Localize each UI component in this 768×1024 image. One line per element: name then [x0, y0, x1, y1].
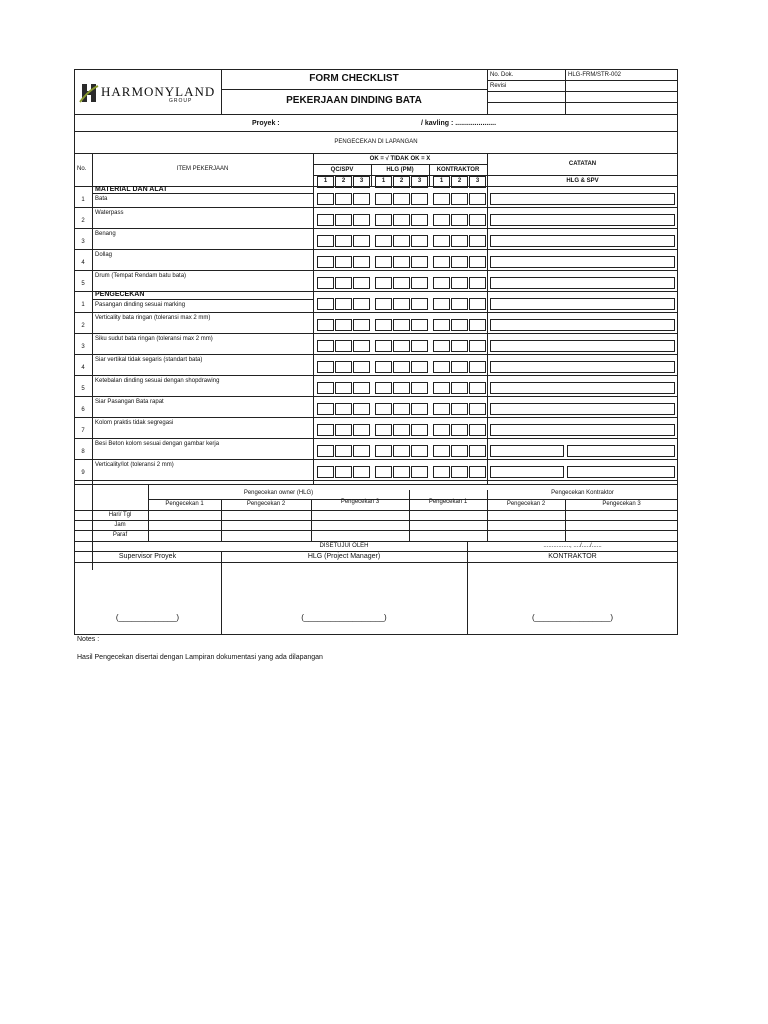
row-label: Siku sudut bata ringan (toleransi max 2 mm) — [95, 336, 213, 342]
note-field[interactable] — [490, 319, 675, 331]
check-box[interactable] — [353, 466, 370, 478]
row-divider — [74, 270, 678, 271]
check-box[interactable] — [433, 319, 450, 331]
row-number: 6 — [81, 407, 85, 413]
check-box[interactable] — [393, 424, 410, 436]
group-qc-spv: QC/SPV — [330, 167, 354, 173]
check-box[interactable] — [353, 277, 370, 289]
form-title: FORM CHECKLIST — [309, 73, 399, 84]
pengecekan-lapangan-title: PENGECEKAN DI LAPANGAN — [334, 139, 418, 145]
check-box[interactable] — [335, 256, 352, 268]
row-divider — [74, 375, 678, 376]
row-divider — [74, 312, 678, 313]
check-box[interactable] — [335, 466, 352, 478]
check-box[interactable] — [393, 256, 410, 268]
check-box[interactable] — [335, 382, 352, 394]
owner-check-title: Pengecekan owner (HLG) — [243, 490, 314, 496]
check-box[interactable] — [353, 319, 370, 331]
check-box[interactable] — [451, 256, 468, 268]
check-box[interactable] — [353, 256, 370, 268]
check-box[interactable] — [411, 256, 428, 268]
row-number: 9 — [81, 470, 85, 476]
row-number: 5 — [81, 386, 85, 392]
check-box[interactable] — [411, 298, 428, 310]
check-box[interactable] — [451, 235, 468, 247]
harmonyland-logo-icon — [79, 82, 99, 104]
section-material: MATERIAL DAN ALAT — [95, 186, 168, 193]
row-label: Ketebalan dinding sesuai dengan shopdrawing — [95, 378, 220, 384]
check-box[interactable] — [451, 361, 468, 373]
check-box[interactable] — [353, 340, 370, 352]
check-num: 1 — [323, 178, 328, 184]
check-num: 1 — [381, 178, 386, 184]
check-box[interactable] — [375, 361, 392, 373]
check-box[interactable] — [411, 403, 428, 415]
row-number: 3 — [81, 239, 85, 245]
check-box[interactable] — [393, 382, 410, 394]
company-sub: GROUP — [169, 98, 193, 104]
row-label: Siar Pasangan Bata rapat — [95, 399, 164, 405]
check-box[interactable] — [375, 298, 392, 310]
note-field-spv[interactable] — [567, 466, 675, 478]
col-catatan: CATATAN — [568, 161, 597, 167]
row-label: Bata — [95, 196, 108, 202]
note-field[interactable] — [490, 256, 675, 268]
group-hlg-pm: HLG (PM) — [386, 167, 414, 173]
check-box[interactable] — [375, 193, 392, 205]
check-box[interactable] — [317, 403, 334, 415]
check-box[interactable] — [335, 277, 352, 289]
row-number: 7 — [81, 428, 85, 434]
check-box[interactable] — [469, 403, 486, 415]
check-box[interactable] — [375, 445, 392, 457]
check-box[interactable] — [335, 214, 352, 226]
check-box[interactable] — [317, 319, 334, 331]
check-box[interactable] — [393, 235, 410, 247]
check-box[interactable] — [469, 214, 486, 226]
check-box[interactable] — [411, 319, 428, 331]
check-box[interactable] — [375, 277, 392, 289]
check-box[interactable] — [469, 466, 486, 478]
row-hari-tgl: Hari/ Tgl — [108, 512, 132, 518]
check-box[interactable] — [451, 214, 468, 226]
row-label: Benang — [95, 231, 116, 237]
row-number: 8 — [81, 449, 85, 455]
note-field[interactable] — [490, 214, 675, 226]
col-no: No. — [77, 166, 87, 172]
check-box[interactable] — [433, 277, 450, 289]
row-divider — [74, 291, 678, 292]
check-box[interactable] — [469, 277, 486, 289]
row-label: Pasangan dinding sesuai marking — [95, 302, 186, 308]
row-divider — [74, 228, 678, 229]
check-box[interactable] — [451, 340, 468, 352]
doc-no-value: HLG-FRM/STR-002 — [568, 72, 622, 78]
check-box[interactable] — [335, 235, 352, 247]
check-box[interactable] — [335, 361, 352, 373]
proyek-label: Proyek : — [252, 120, 280, 127]
check-box[interactable] — [317, 361, 334, 373]
note-field[interactable] — [490, 424, 675, 436]
check-box[interactable] — [433, 298, 450, 310]
check-box[interactable] — [353, 382, 370, 394]
check-box[interactable] — [451, 424, 468, 436]
check-box[interactable] — [393, 361, 410, 373]
check-box[interactable] — [375, 424, 392, 436]
row-divider — [74, 396, 678, 397]
check-box[interactable] — [411, 382, 428, 394]
check-box[interactable] — [317, 424, 334, 436]
check-box[interactable] — [375, 382, 392, 394]
check-box[interactable] — [335, 193, 352, 205]
check-box[interactable] — [433, 340, 450, 352]
check-box[interactable] — [469, 340, 486, 352]
check-box[interactable] — [393, 298, 410, 310]
check-box[interactable] — [335, 403, 352, 415]
check-box[interactable] — [393, 214, 410, 226]
check-box[interactable] — [433, 445, 450, 457]
row-number: 4 — [81, 260, 85, 266]
row-divider — [74, 417, 678, 418]
check-box[interactable] — [433, 382, 450, 394]
check-box[interactable] — [433, 424, 450, 436]
notes-text: Hasil Pengecekan disertai dengan Lampiran dokumentasi yang ada dilapangan — [77, 654, 323, 661]
check-box[interactable] — [317, 235, 334, 247]
check-box[interactable] — [317, 256, 334, 268]
sign-col-1: Pengecekan 1 — [165, 501, 204, 507]
check-box[interactable] — [433, 214, 450, 226]
check-box[interactable] — [393, 193, 410, 205]
check-box[interactable] — [411, 193, 428, 205]
note-field[interactable] — [490, 361, 675, 373]
kontraktor-label: KONTRAKTOR — [548, 553, 597, 560]
note-field-spv[interactable] — [567, 445, 675, 457]
check-box[interactable] — [469, 424, 486, 436]
check-num: 3 — [475, 178, 480, 184]
group-kontraktor: KONTRAKTOR — [436, 167, 480, 173]
signature-kontraktor[interactable]: (_________________) — [532, 613, 613, 622]
note-field[interactable] — [490, 277, 675, 289]
pm-label: HLG (Project Manager) — [307, 553, 381, 560]
doc-no-label: No. Dok. — [490, 72, 514, 78]
note-field[interactable] — [490, 340, 675, 352]
check-box[interactable] — [375, 256, 392, 268]
check-num: 3 — [417, 178, 422, 184]
check-box[interactable] — [317, 193, 334, 205]
check-box[interactable] — [411, 214, 428, 226]
row-divider — [74, 480, 678, 481]
check-box[interactable] — [433, 403, 450, 415]
check-box[interactable] — [317, 214, 334, 226]
check-num: 2 — [399, 178, 404, 184]
row-number: 2 — [81, 323, 85, 329]
check-box[interactable] — [353, 298, 370, 310]
note-field-hlg[interactable] — [490, 466, 564, 478]
row-divider — [92, 299, 313, 300]
check-num: 2 — [341, 178, 346, 184]
check-box[interactable] — [335, 424, 352, 436]
check-num: 3 — [359, 178, 364, 184]
row-divider — [74, 438, 678, 439]
check-box[interactable] — [335, 340, 352, 352]
row-label: Verticality bata ringan (toleransi max 2 mm) — [95, 315, 211, 321]
row-label: Verticality/lot (toleransi 2 mm) — [95, 462, 174, 468]
check-box[interactable] — [469, 256, 486, 268]
note-field[interactable] — [490, 193, 675, 205]
sign-col-6: Pengecekan 3 — [602, 501, 641, 507]
check-box[interactable] — [353, 214, 370, 226]
check-box[interactable] — [411, 466, 428, 478]
check-box[interactable] — [469, 361, 486, 373]
check-box[interactable] — [317, 382, 334, 394]
form-subtitle: PEKERJAAN DINDING BATA — [286, 95, 422, 106]
check-box[interactable] — [469, 382, 486, 394]
check-box[interactable] — [335, 445, 352, 457]
note-field[interactable] — [490, 382, 675, 394]
row-number: 1 — [81, 197, 85, 203]
check-num: 2 — [457, 178, 462, 184]
checklist-form — [74, 69, 678, 635]
check-box[interactable] — [353, 424, 370, 436]
check-box[interactable] — [317, 445, 334, 457]
check-box[interactable] — [393, 340, 410, 352]
check-box[interactable] — [375, 214, 392, 226]
check-box[interactable] — [411, 235, 428, 247]
section-pengecekan: PENGECEKAN — [95, 291, 145, 298]
check-box[interactable] — [375, 403, 392, 415]
check-box[interactable] — [469, 445, 486, 457]
row-label: Kolom praktis tidak segregasi — [95, 420, 174, 426]
check-num: 1 — [439, 178, 444, 184]
check-box[interactable] — [393, 466, 410, 478]
note-field-hlg[interactable] — [490, 445, 564, 457]
signature-pm[interactable]: (__________________) — [301, 613, 387, 622]
signature-supervisor[interactable]: (_____________) — [115, 613, 180, 622]
check-box[interactable] — [451, 277, 468, 289]
check-box[interactable] — [411, 445, 428, 457]
check-box[interactable] — [353, 445, 370, 457]
check-box[interactable] — [317, 340, 334, 352]
row-label: Besi Beton kolom sesuai dengan gambar kerja — [95, 441, 220, 447]
check-box[interactable] — [469, 235, 486, 247]
check-box[interactable] — [375, 466, 392, 478]
date-line: ................, ..../...../...... — [543, 543, 602, 549]
row-label: Drum (Tempat Rendam batu bata) — [95, 273, 187, 279]
sign-col-3: Pengecekan 3 — [340, 499, 380, 505]
check-box[interactable] — [433, 466, 450, 478]
disetujui-label: DISETUJUI OLEH — [319, 543, 369, 549]
check-box[interactable] — [451, 445, 468, 457]
check-box[interactable] — [433, 256, 450, 268]
row-number: 1 — [81, 302, 85, 308]
check-box[interactable] — [451, 382, 468, 394]
row-label: Waterpass — [95, 210, 124, 216]
check-box[interactable] — [353, 193, 370, 205]
row-divider — [74, 207, 678, 208]
row-divider — [74, 249, 678, 250]
check-box[interactable] — [433, 193, 450, 205]
check-box[interactable] — [451, 193, 468, 205]
sign-col-5: Pengecekan 2 — [506, 501, 546, 507]
sign-col-4: Pengecekan 1 — [428, 499, 468, 505]
supervisor-label: Supervisor Proyek — [118, 553, 177, 560]
check-box[interactable] — [451, 466, 468, 478]
check-box[interactable] — [335, 298, 352, 310]
check-box[interactable] — [469, 298, 486, 310]
check-box[interactable] — [353, 403, 370, 415]
check-box[interactable] — [411, 361, 428, 373]
row-divider — [74, 459, 678, 460]
row-number: 5 — [81, 281, 85, 287]
check-box[interactable] — [375, 319, 392, 331]
check-box[interactable] — [411, 277, 428, 289]
row-divider — [74, 354, 678, 355]
notes-label: Notes : — [77, 636, 100, 643]
check-box[interactable] — [353, 361, 370, 373]
check-box[interactable] — [469, 319, 486, 331]
check-box[interactable] — [335, 319, 352, 331]
row-label: Siar vertikal tidak segaris (standart bata) — [95, 357, 203, 363]
sign-col-2: Pengecekan 2 — [246, 501, 286, 507]
note-field[interactable] — [490, 403, 675, 415]
check-box[interactable] — [411, 340, 428, 352]
check-box[interactable] — [353, 235, 370, 247]
check-box[interactable] — [317, 277, 334, 289]
check-box[interactable] — [469, 193, 486, 205]
row-label: Dollag — [95, 252, 113, 258]
row-number: 4 — [81, 365, 85, 371]
revisi-label: Revisi — [490, 83, 507, 89]
check-box[interactable] — [317, 298, 334, 310]
check-box[interactable] — [393, 319, 410, 331]
check-box[interactable] — [451, 403, 468, 415]
col-catatan-sub: HLG & SPV — [566, 178, 599, 184]
check-box[interactable] — [375, 340, 392, 352]
company-name: HARMONYLAND — [101, 84, 216, 99]
check-box[interactable] — [411, 424, 428, 436]
col-item-pekerjaan: ITEM PEKERJAAN — [176, 166, 229, 172]
row-number: 2 — [81, 218, 85, 224]
check-box[interactable] — [393, 277, 410, 289]
note-field[interactable] — [490, 298, 675, 310]
check-box[interactable] — [393, 403, 410, 415]
check-box[interactable] — [375, 235, 392, 247]
check-box[interactable] — [451, 298, 468, 310]
kontraktor-check-title: Pengecekan Kontraktor — [551, 490, 614, 496]
check-box[interactable] — [451, 319, 468, 331]
check-box[interactable] — [433, 235, 450, 247]
row-number: 3 — [81, 344, 85, 350]
ok-legend: OK = √ TIDAK OK = X — [369, 156, 431, 162]
row-paraf: Paraf — [112, 532, 128, 538]
row-divider — [74, 333, 678, 334]
note-field[interactable] — [490, 235, 675, 247]
check-box[interactable] — [393, 445, 410, 457]
check-box[interactable] — [433, 361, 450, 373]
check-box[interactable] — [317, 466, 334, 478]
row-jam: Jam — [114, 522, 126, 528]
kavling-label: / kavling : ..................... — [421, 120, 497, 127]
